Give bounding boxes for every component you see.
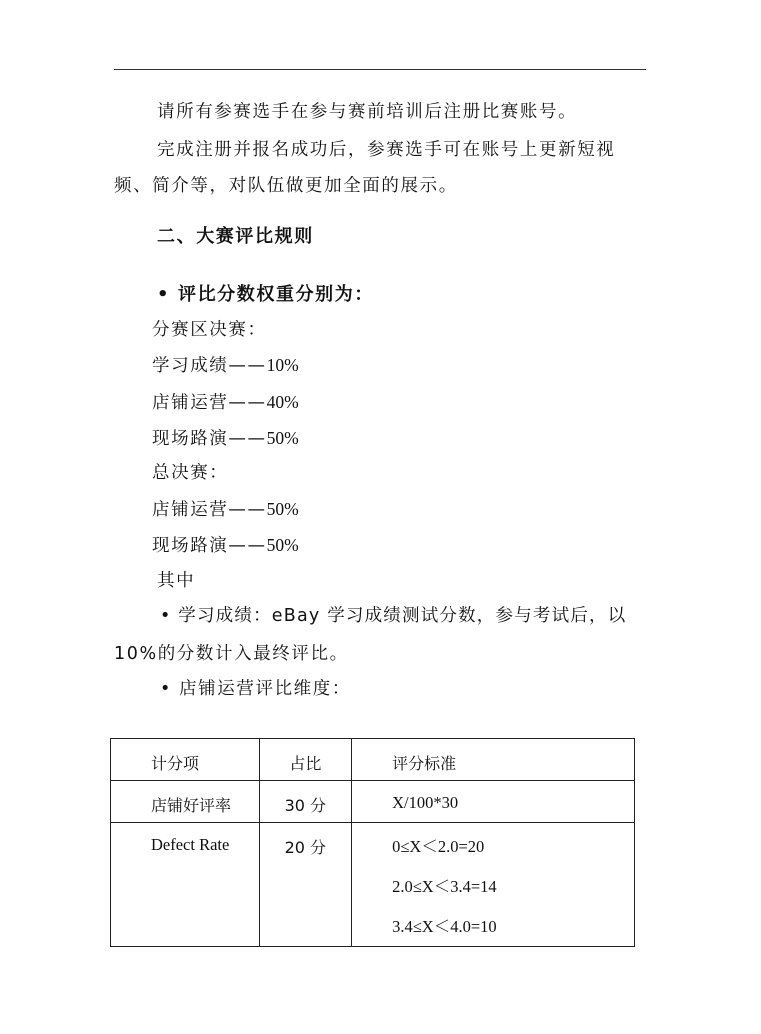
- criteria-line: 3.4≤X＜4.0=10: [392, 917, 497, 936]
- division-item-study-label: 学习成绩——: [152, 356, 267, 376]
- header-cell-item: 计分项: [111, 739, 260, 781]
- row-criteria: [352, 823, 635, 947]
- division-item-study: [152, 353, 299, 378]
- division-item-store-label: 店铺运营——: [152, 393, 267, 413]
- criteria-line: 0≤X＜2.0=20: [392, 837, 485, 856]
- row-item: 店铺好评率: [111, 781, 260, 823]
- table-row: [111, 823, 635, 947]
- division-item-study-value: 10%: [266, 355, 299, 375]
- division-item-roadshow-value: 50%: [266, 428, 299, 448]
- division-item-store-value: 40%: [266, 392, 299, 412]
- study-score-line1: • 学习成绩：eBay 学习成绩测试分数，参与考试后，以: [160, 606, 627, 626]
- paragraph-update-line2: 频、简介等，对队伍做更加全面的展示。: [114, 176, 458, 196]
- division-item-roadshow: [152, 426, 299, 451]
- division-final-title: 分赛区决赛：: [152, 320, 267, 340]
- grand-item-store-value: 50%: [266, 499, 299, 519]
- grand-item-roadshow-value: 50%: [266, 535, 299, 555]
- weights-heading: • 评比分数权重分别为：: [157, 284, 374, 305]
- row-ratio: 20 分: [259, 823, 352, 947]
- among-label: 其中: [157, 571, 196, 591]
- study-score-line2: 10%的分数计入最终评比。: [114, 644, 349, 664]
- division-item-store: [152, 390, 299, 415]
- table-header-row: [111, 739, 635, 781]
- table-row: [111, 781, 635, 823]
- row-item: Defect Rate: [111, 823, 260, 947]
- row-criteria: X/100*30: [352, 781, 635, 823]
- grand-final-title: 总决赛：: [152, 463, 229, 483]
- grand-item-roadshow-label: 现场路演——: [152, 536, 267, 556]
- section-heading: 二、大赛评比规则: [157, 226, 314, 247]
- row-ratio: 30 分: [259, 781, 352, 823]
- paragraph-update-line1: 完成注册并报名成功后，参赛选手可在账号上更新短视: [157, 140, 616, 160]
- criteria-line: 2.0≤X＜3.4=14: [392, 877, 497, 896]
- header-cell-ratio: 占比: [259, 739, 352, 781]
- grand-item-store-label: 店铺运营——: [152, 500, 267, 520]
- scoring-table: [110, 738, 635, 947]
- store-dims-heading: • 店铺运营评比维度：: [160, 679, 351, 699]
- header-cell-criteria: 评分标准: [352, 739, 635, 781]
- header-rule: [114, 69, 646, 70]
- paragraph-register: 请所有参赛选手在参与赛前培训后注册比赛账号。: [157, 102, 578, 122]
- division-item-roadshow-label: 现场路演——: [152, 429, 267, 449]
- grand-item-store: [152, 497, 299, 522]
- grand-item-roadshow: [152, 533, 299, 558]
